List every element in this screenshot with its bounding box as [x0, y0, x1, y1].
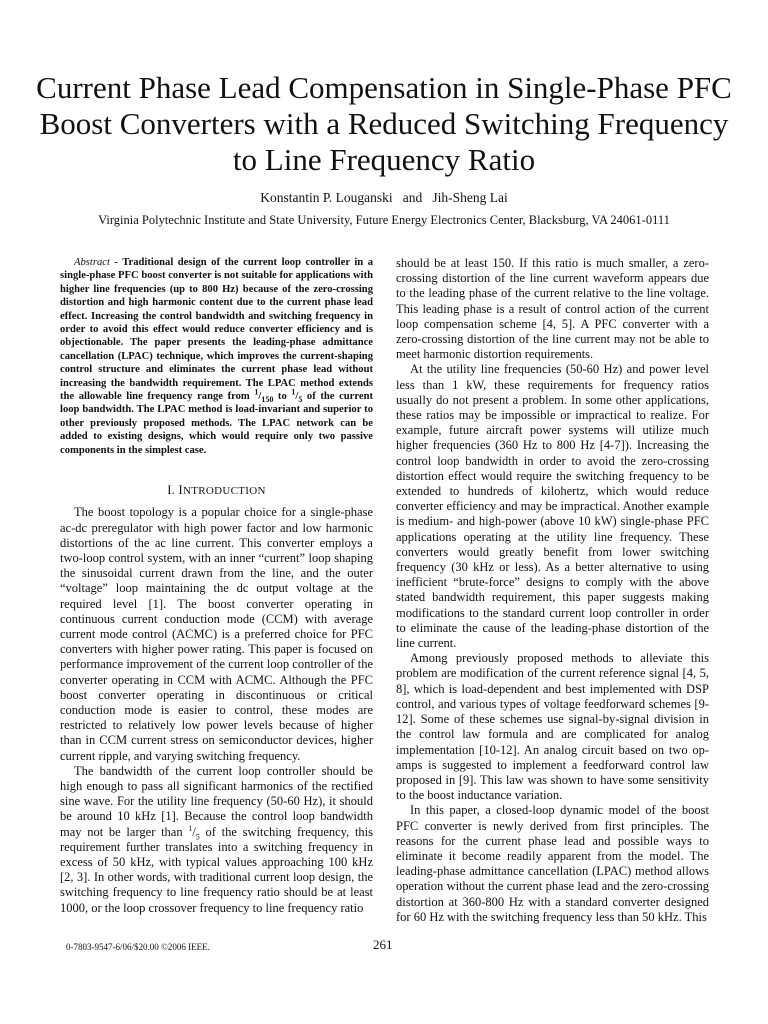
paper-authors: Konstantin P. Louganski and Jih-Sheng Lai: [260, 190, 508, 205]
abstract-text-a: - Traditional design of the current loop controller in a single-phase PFC boost converter is not suitable for applications with higher line frequencies (up to 800 Hz) because of the zero-crossing distortion and high harmonic content due to the current phase lead effect. Increasing the control bandwidth and switching frequency in order to avoid this effect would reduce converter efficiency and is objectionable. The paper presents the leading-phase admittance cancellation (LPAC) technique, which improves the current-shaping control structure and eliminates the current phase lead without increasing the bandwidth requirement. The LPAC method extends the allowable line frequency range from: [60, 257, 373, 403]
intro-p2-text-b: of the switching frequency, this requirement further translates into a switching frequency in excess of 50 kHz, with typical values approaching 100 kHz [2, 3]. In other words, with traditional current loop design, the switching frequency to line frequency ratio should be at least 1000, or the loop crossover frequency to line frequency ratio: [60, 824, 374, 915]
abstract: Abstract - Traditional design of the current loop controller in a single-phase PFC boost converter is not suitable for applications with higher line frequencies (up to 800 Hz) because of the zero-crossing distortion and high harmonic content due to the current phase lead effect. Increasing the control bandwidth and switching frequency in order to avoid this effect would reduce converter efficiency and is objectionable. The paper presents the leading-phase admittance cancellation (LPAC) technique, which improves the current-shaping control structure and eliminates the current phase lead without increasing the bandwidth requirement. The LPAC method extends the allowable line frequency range from $^1/_{150}$ to $^1/_5$ of the current loop bandwidth. The LPAC method is load-invariant and superior to other previously proposed methods. The LPAC network can be added to existing designs, which would require only two passive components in the simplest case.: [60, 257, 373, 456]
left-column: [60, 256, 373, 916]
paper-title: Current Phase Lead Compensation in Single-Phase PFC Boost Converters with a Reduced Switching Frequency to Line Frequency Ratio: [36, 70, 732, 177]
section-heading-introduction: [60, 483, 373, 499]
abstract-frac1-num: 1: [254, 387, 259, 397]
intro-paragraph-2: The bandwidth of the current loop controller should be high enough to pass all significant harmonics of the rectified sine wave. For the utility line frequency (50-60 Hz), it should be around 10 kHz [1]. Because the control loop bandwidth may not be larger than $^1/_5$ of the switching frequency, this requirement further translates into a switching frequency in excess of 50 kHz, with typical values approaching 100 kHz [2, 3]. In other words, with traditional current loop design, the switching frequency to line frequency ratio should be at least 1000, or the loop crossover frequency to line frequency ratio: [60, 763, 374, 915]
abstract-text-c: of the current loop bandwidth. The LPAC method is load-invariant and superior to other previously proposed methods. The LPAC network can be added to existing designs, which would require only two passive components in the simplest case.: [60, 391, 373, 456]
abstract-label: Abstract: [74, 257, 110, 268]
abstract-frac2-num: 1: [291, 387, 296, 397]
right-paragraph-2: At the utility line frequencies (50-60 Hz) and power level less than 1 kW, these requirements for frequency ratios usually do not present a problem. In some other applications, these ratios may be impossible or impractical to realize. For example, future aircraft power systems will utilize much higher frequencies (360 Hz to 800 Hz [4-7]). Increasing the control loop bandwidth in order to avoid the zero-crossing distortion effect would require the switching frequency to be extended to hundreds of kilohertz, which would reduce converter efficiency and may be impractical. Another example is medium- and high-power (above 10 kW) single-phase PFC applications operating at the utility line frequency. These converters would greatly benefit from lower switching frequency (30 kHz or less). As a better alternative to using inefficient “brute-force” designs to comply with the above stated bandwidth requirement, this paper suggests making modifications to the standard current loop controller in order to eliminate the cause of the leading-phase distortion of the line current.: [396, 362, 709, 651]
intro-paragraph-1: The boost topology is a popular choice for a single-phase ac-dc preregulator with high power factor and low harmonic distortions of the ac line current. This converter employs a two-loop control system, with an inner “current” loop shaping the sinusoidal current drawn from the line, and the outer “voltage” loop maintaining the dc output voltage at the required level [1]. The boost converter operating in continuous current conduction mode (CCM) with average current mode control (ACMC) is a preferred choice for PFC converters with higher power rating. This paper is focused on performance improvement of the current loop controller of the converter operating in CCM with ACMC. Although the PFC boost converter operating in discontinuous or critical conduction mode is easier to control, these modes are restricted to relatively low power levels because of higher than in CCM current stress on semiconductor devices, higher current ripple, and varying switching frequency.: [60, 505, 373, 763]
copyright-notice: 0-7803-9547-6/06/$20.00 ©2006 IEEE.: [66, 942, 210, 952]
intro-p2-frac-den: 5: [195, 832, 200, 842]
section-initial: I: [178, 483, 184, 498]
paper-affiliation: Virginia Polytechnic Institute and State University, Future Energy Electronics Center, Blacksburg, VA 24061-0111: [98, 213, 670, 227]
intro-p2-frac-num: 1: [188, 823, 193, 833]
right-paragraph-3: Among previously proposed methods to alleviate this problem are modification of the current reference signal [4, 5, 8], which is load-dependent and best implemented with DSP control, and various types of voltage feedforward schemes [9-12]. Some of these schemes use signal-by-signal division in the control law formula and are complicated for analog implementation [10-12]. An analog circuit based on two op-amps is suggested to implement a feedforward control law proposed in [9]. This law was shown to have some sensitivity to the boost inductance variation.: [396, 651, 709, 803]
right-paragraph-4: In this paper, a closed-loop dynamic model of the boost PFC converter is newly derived from first principles. The reasons for the current phase lead and possible ways to eliminate it become readily apparent from the model. The leading-phase admittance cancellation (LPAC) method allows operation without the current phase lead and the zero-crossing distortion at 360-800 Hz with a standard converter designed for 60 Hz with the switching frequency less than 50 kHz. This: [396, 803, 709, 924]
abstract-frac1-den: 150: [261, 395, 274, 405]
section-number: I.: [167, 483, 179, 498]
right-column: [396, 256, 709, 925]
abstract-frac2-den: 5: [298, 395, 303, 405]
abstract-text-b: to: [273, 391, 292, 403]
section-title-rest: NTRODUCTION: [183, 485, 266, 498]
intro-p2-text-a: The bandwidth of the current loop controller should be high enough to pass all significant harmonics of the rectified sine wave. For the utility line frequency (50-60 Hz), it should be around 10 kHz [1]. Because the control loop bandwidth may not be larger than: [60, 763, 373, 839]
right-paragraph-1: should be at least 150. If this ratio is much smaller, a zero-crossing distortion of the line current waveform appears due to the leading phase of the current relative to the line voltage. This leading phase is a result of control action of the current loop compensation scheme [4, 5]. A PFC converter with a zero-crossing distortion of the line current may not be able to meet harmonic distortion requirements.: [396, 256, 709, 362]
page-number: 261: [373, 937, 393, 952]
